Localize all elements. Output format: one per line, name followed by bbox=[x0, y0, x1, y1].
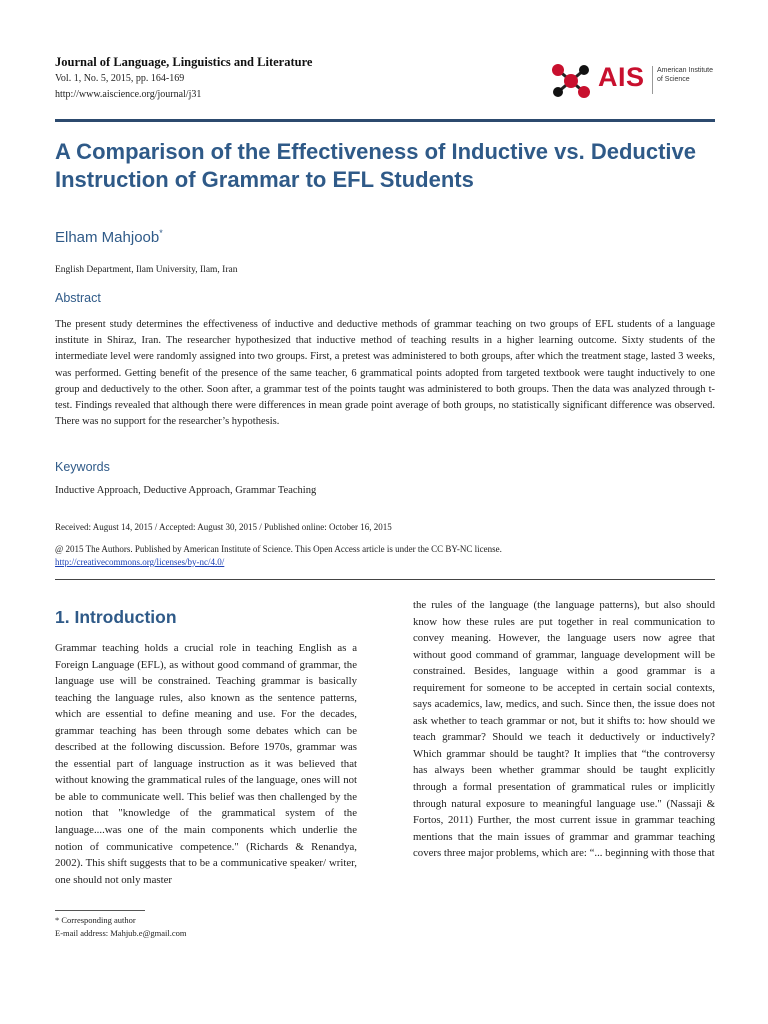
license-text: @ 2015 The Authors. Published by American Institute of Science. This Open Access article is under the CC BY-NC license. bbox=[55, 544, 502, 554]
journal-name: Journal of Language, Linguistics and Literature bbox=[55, 55, 313, 69]
article-title: A Comparison of the Effectiveness of Inductive vs. Deductive Instruction of Grammar to EFL Students bbox=[55, 139, 696, 192]
logo-divider bbox=[652, 66, 653, 94]
license-link[interactable]: http://creativecommons.org/licenses/by-nc/4.0/ bbox=[55, 557, 225, 567]
footnote-corresponding: * Corresponding author bbox=[55, 915, 136, 925]
author-name bbox=[55, 228, 163, 246]
section-rule bbox=[55, 579, 715, 580]
logo-subtitle: American Institute of Science bbox=[657, 67, 714, 83]
molecule-icon bbox=[548, 58, 594, 104]
body-right-column: the rules of the language (the language patterns), but also should know how these rules are put together in real communication to convey meaning. However, the language users now agree that without good command of grammar, language development will be constrained. Besides, language within a good grammar is a requirement for someone to be accepted in certain social contexts, says academics, law, medics, and such. Since then, the issue does not ask whether to teach grammar or not, but it shifts to: how should we teach grammar? Should we teach it deductively or inductively? Which grammar should be taught? It implies that “the controversy has always been whether grammar should be taught explicitly through a formal presentation of grammatical rules or implicitly through natural exposure to meaningful language use." (Nassaji & Fortos, 2011) Further, the most current issue in grammar teaching mentions that the main issues of grammar and grammar teaching covers three major problems, which are: “... beginning with those that bbox=[413, 599, 715, 860]
abstract-heading: Abstract bbox=[55, 291, 101, 305]
author-mark: * bbox=[159, 228, 163, 238]
keywords-heading: Keywords bbox=[55, 460, 110, 474]
abstract-text: The present study determines the effectiveness of inductive and deductive methods of grammar teaching on two groups of EFL students of a language institute in Shiraz, Iran. The researcher hypothesized that inductive method of teaching results in a higher learning outcome. Sixty students of the intermediate level were randomly assigned into two groups. First, a pretest was administered to both groups, after which the treatment stage, lasted 3 weeks, was performed. Getting benefit of the presence of the same teacher, 6 grammatical points adopted from targeted textbook were taught inductively to one group and deductively to the other. Soon after, a grammar test of the points taught was administered to both groups. Then the data was analyzed through t-test. Findings revealed that although there were differences in mean grade point average of both groups, no statistically significant difference was observed. There was no support for the researcher’s hypothesis. bbox=[55, 319, 715, 428]
author-name-text: Elham Mahjoob bbox=[55, 229, 160, 246]
publication-dates: Received: August 14, 2015 / Accepted: August 30, 2015 / Published online: October 16, 2015 bbox=[55, 522, 392, 532]
logo-text: AIS bbox=[598, 62, 645, 92]
footnote-rule bbox=[55, 910, 145, 911]
body-left-column: Grammar teaching holds a crucial role in teaching English as a Foreign Language (EFL), as without good command of grammar, the language use will be constrained. Teaching grammar is basically teaching the language rules, also known as the sentence patterns, which are essential to define meaning and use. For the decades, grammar teaching has been through some debates which can be described at the following discussion. Before 1970s, grammar was the essential part of language instruction as it was believed that without knowing the grammatical rules of the language, ones will not be able to communicate well. This belief was then challenged by the notion that "knowledge of the grammatical system of the language....was one of the main components which underlie the notion of communicative competence." (Richards & Renandya, 2002). This shift suggests that to be a communicative speaker/ writer, one should not only master bbox=[55, 642, 357, 886]
journal-url[interactable]: http://www.aiscience.org/journal/j31 bbox=[55, 89, 202, 100]
header-rule bbox=[55, 119, 715, 122]
keywords-text: Inductive Approach, Deductive Approach, Grammar Teaching bbox=[55, 485, 317, 496]
journal-volume-info: Vol. 1, No. 5, 2015, pp. 164-169 bbox=[55, 73, 185, 84]
author-affiliation: English Department, Ilam University, Ilam, Iran bbox=[55, 265, 238, 275]
footnote-email: E-mail address: Mahjub.e@gmail.com bbox=[55, 928, 187, 938]
introduction-heading: 1. Introduction bbox=[55, 607, 177, 627]
